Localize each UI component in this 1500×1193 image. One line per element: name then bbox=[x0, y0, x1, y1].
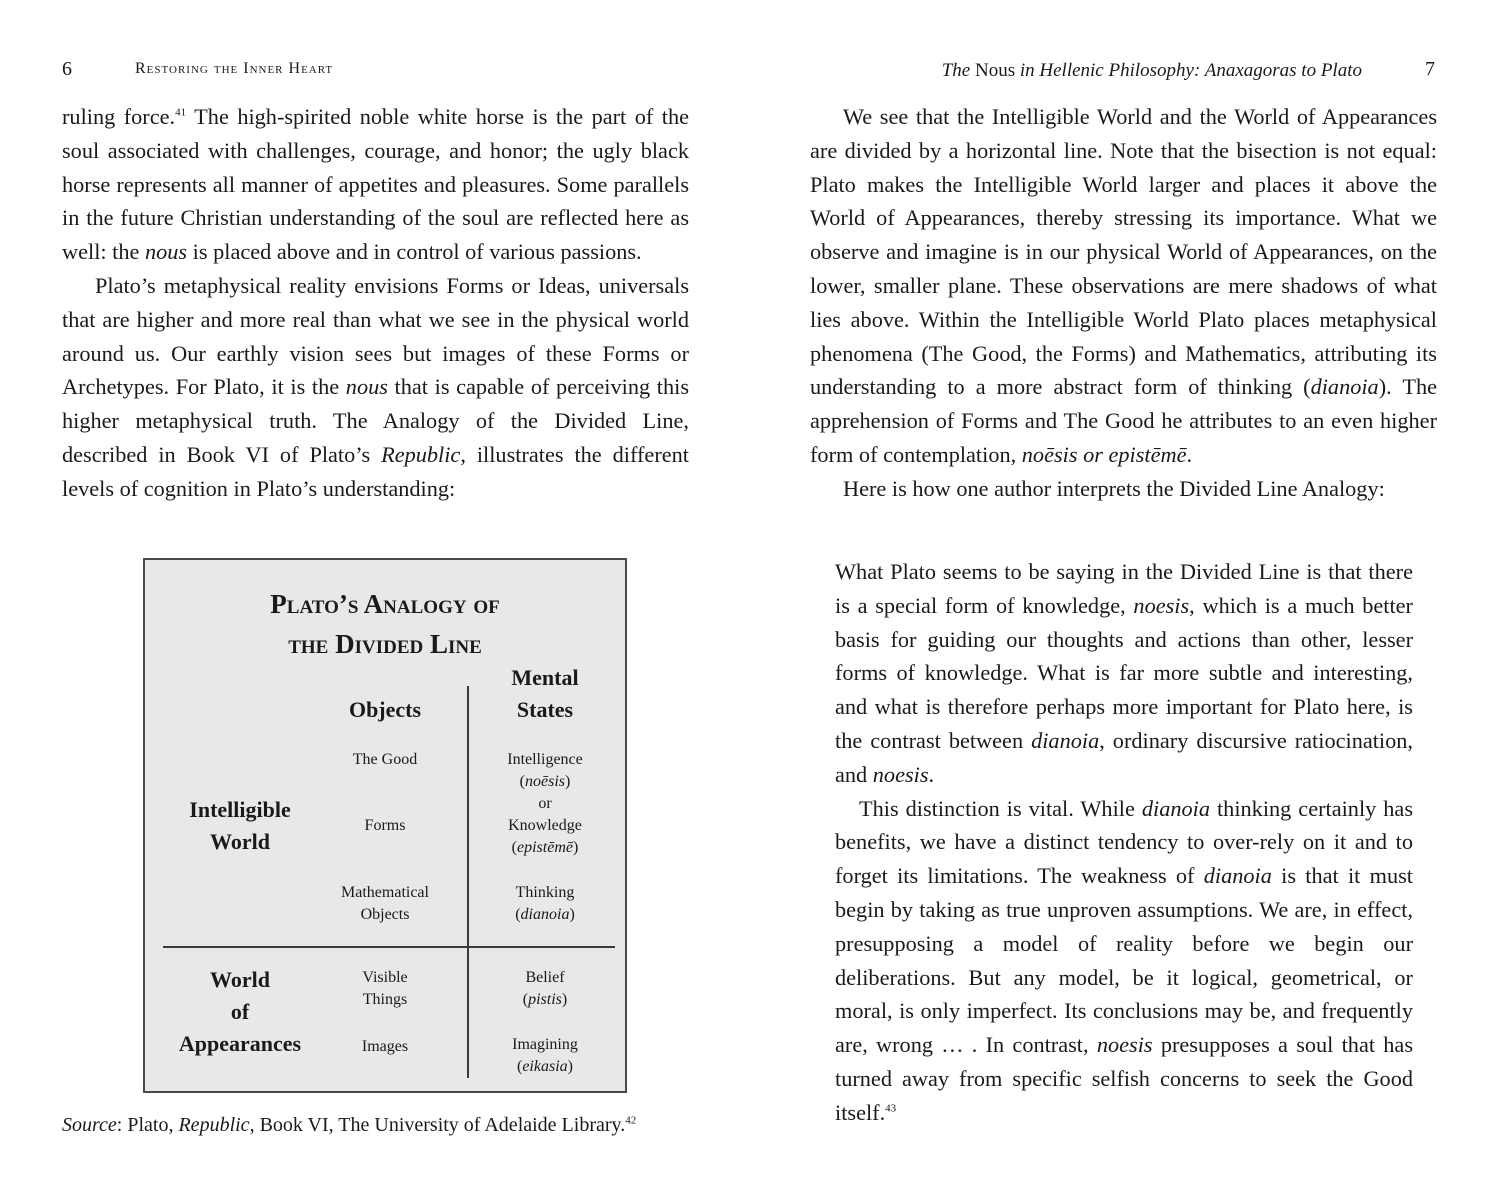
object-the-good: The Good bbox=[352, 751, 418, 768]
vertical-divider bbox=[467, 686, 469, 1078]
paragraph: Here is how one author interprets the Divided Line Analogy: bbox=[843, 475, 1385, 501]
object-mathematical-objects: Mathematical Objects bbox=[341, 884, 429, 923]
state-intelligence: Intelligence (noēsis) or Knowledge (epistēmē) bbox=[507, 751, 583, 856]
running-head: Restoring the Inner Heart bbox=[135, 60, 334, 77]
paragraph: ruling force.$^{41}$ The high-spirited noble white horse is the part of the soul associated with challenges, courage, and honor; the ugly black horse represents all manner of appetites and pleasures. Some parallels in the future Christian understanding of the soul are reflected here as well: the nous is placed above and in control of various passions. bbox=[62, 104, 689, 265]
objects-header: Objects bbox=[348, 697, 422, 722]
state-imagining: Imagining (eikasia) bbox=[512, 1036, 578, 1075]
paragraph: Plato’s metaphysical reality envisions Forms or Ideas, universals that are higher and more real than what we see in the physical world around us. Our earthly vision sees but images of these Forms or Archetypes. For Plato, it is the nous that is capable of perceiving this higher metaphysical truth. The Analogy of the Divided Line, described in Book VI of Plato’s Republic, illustrates the different levels of cognition in Plato’s understanding: bbox=[62, 272, 689, 501]
body-text bbox=[62, 100, 689, 506]
row-intelligible-world: Intelligible World bbox=[189, 797, 291, 854]
quote-paragraph: What Plato seems to be saying in the Divided Line is that there is a special form of knowledge, noesis, which is a much better basis for guiding our thoughts and actions than other, lesser forms of knowledge. What is far more subtle and interesting, and what is therefore perhaps more important for Plato here, is the contrast between dianoia, ordinary discursive ratiocination, and noesis. bbox=[835, 559, 1413, 787]
page-number: 7 bbox=[1425, 58, 1435, 80]
running-head: The Nous in Hellenic Philosophy: Anaxagoras to Plato bbox=[941, 60, 1362, 81]
diagram-title: Plato’s Analogy of the Divided Line bbox=[270, 589, 500, 659]
figure-caption: Source: Plato, Republic, Book VI, The University of Adelaide Library.$^{42}$ bbox=[62, 1114, 637, 1136]
mental-states-header: Mental States bbox=[511, 665, 579, 722]
horizontal-divider bbox=[163, 946, 615, 948]
body-text-right bbox=[810, 100, 1437, 506]
footnote-ref[interactable]: 43 bbox=[885, 1102, 897, 1115]
block-quote bbox=[835, 555, 1413, 1130]
object-images: Images bbox=[361, 1038, 409, 1055]
quote-paragraph: This distinction is vital. While dianoia thinking certainly has benefits, we have a distinct tendency to over-rely on it and to forget its limitations. The weakness of dianoia is that it must begin by taking as true unproven assumptions. We are, in effect, presupposing a model of reality before we begin our deliberations. But any model, be it logical, geometrical, or moral, is only imperfect. Its conclusions may be, and frequently are, wrong … . In contrast, noesis presupposes a soul that has turned away from specific selfish concerns to seek the Good itself.$^{43}$ bbox=[835, 795, 1414, 1125]
state-thinking: Thinking (dianoia) bbox=[515, 884, 575, 923]
paragraph: We see that the Intelligible World and the World of Appearances are divided by a horizontal line. Note that the bisection is not equal: Plato makes the Intelligible World larger and places it above the World of Appearances, thereby stressing its importance. What we observe and imagine is in our physical World of Appearances, on the lower, smaller plane. These observations are mere shadows of what lies above. Within the Intelligible World Plato places metaphysical phenomena (The Good, the Forms) and Mathematics, attributing its understanding to a more abstract form of thinking (dianoia). The apprehension of Forms and The Good he attributes to an even higher form of contemplation, noēsis or epistēmē. bbox=[810, 104, 1438, 467]
divided-line-diagram bbox=[143, 558, 627, 1093]
footnote-ref[interactable]: 42 bbox=[625, 1114, 637, 1127]
object-forms: Forms bbox=[364, 817, 406, 834]
page-number: 6 bbox=[62, 58, 72, 80]
footnote-ref[interactable]: 41 bbox=[175, 106, 187, 119]
state-belief: Belief (pistis) bbox=[522, 969, 568, 1008]
row-world-of-appearances: World of Appearances bbox=[178, 967, 302, 1056]
object-visible-things: Visible Things bbox=[362, 969, 408, 1008]
